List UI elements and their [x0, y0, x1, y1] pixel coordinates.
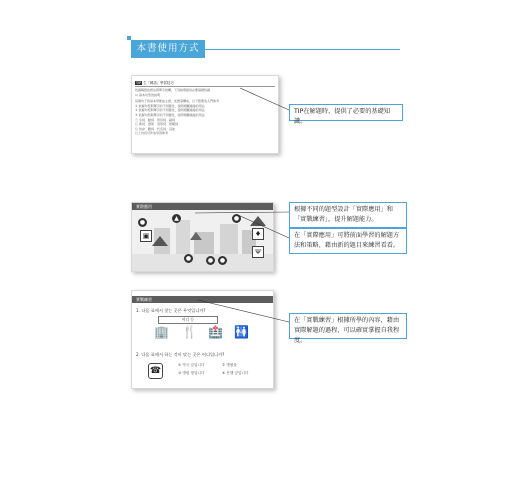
bank-icon: ● [219, 257, 226, 264]
tip-label: TIP [136, 81, 142, 85]
tip-line: 每個句子的基本形態由主語、述語等構成，以下整理為入門參考 [135, 99, 220, 104]
phone-icon: ☎ [148, 363, 163, 379]
tip-line: ㉢ 依存 數詞 代名詞 其他 [135, 126, 175, 131]
tip-line: ③ 依據句型與單字的不同變化，說明相關連接的用法 [135, 112, 205, 117]
tip-line: ㉠ 名詞 動詞 形容詞 副詞 [135, 117, 175, 122]
person-icon: ● [233, 215, 240, 222]
question-2: 2. 다음 표에서 하는 것이 맞는 곳은 어디입니까? [136, 352, 225, 357]
callout-tip: TIP在解題時，提供了必要的基礎知識。 [289, 104, 403, 121]
section-header-tab: 本書使用方式 [131, 40, 205, 58]
tip-line: ㉡ 助詞 語尾 冠形詞 感嘆詞 [135, 122, 178, 127]
restaurant-icon: Ψ [252, 246, 264, 258]
application-section-label: 實際應用 [136, 204, 152, 209]
option-4: ④ 은행 앞입니다 [222, 371, 249, 375]
bus-icon: ▣ [140, 230, 152, 242]
tip-line: 1) 基本句型的說明 [135, 92, 161, 97]
tip-line: ① 依據句型與單字的不同變化，說明相關連接的用法 [135, 103, 205, 108]
restroom-sign-icon: 🚻 [234, 325, 249, 339]
restroom-icon: ♦ [252, 228, 264, 240]
option-1: ① 약국 앞입니다 [178, 363, 205, 367]
tip-line: 依據韓語的語法與單字結構，下列說明提供必要基礎知識 [135, 88, 211, 92]
shop-icon: ● [207, 257, 214, 264]
tip-line: ② 依據句型與單字的不同變化，說明相關連接的用法 [135, 108, 205, 113]
tip-title: 生「韓語」學習技巧 [143, 81, 174, 85]
question-1: 1. 다음 표에서 찾는 곳은 무엇입니까? [136, 308, 206, 313]
cafe-icon: ● [185, 255, 192, 262]
callout-question-types: 根據不同的題型設計「實際應用」和「實戰練習」，提升解題能力。 [289, 202, 407, 228]
callout-application: 在「實際應用」可將前面學習的解題方法和策略，藉由新的題目來練習看看。 [289, 228, 407, 254]
practice-section-label: 實戰練習 [136, 297, 152, 302]
callout-practice: 在「實戰練習」根據所學的內容，藉由實際解題的過程，可以確實掌握自我程度。 [289, 313, 407, 339]
hospital-icon: 🏥 [208, 325, 223, 339]
signpost-icon: ▲ [172, 214, 181, 223]
option-2: ② 병원을 [222, 363, 237, 367]
fork-knife-icon: 🍴 [182, 325, 197, 339]
building-icon: 🏢 [154, 325, 169, 339]
question-1-answer-box: 어디 등 [158, 316, 218, 324]
marker-icon: ● [139, 219, 146, 226]
option-3: ③ 병원 옆입니다 [178, 371, 205, 375]
tip-line: 以上內容可作為學習參考 [135, 131, 169, 136]
